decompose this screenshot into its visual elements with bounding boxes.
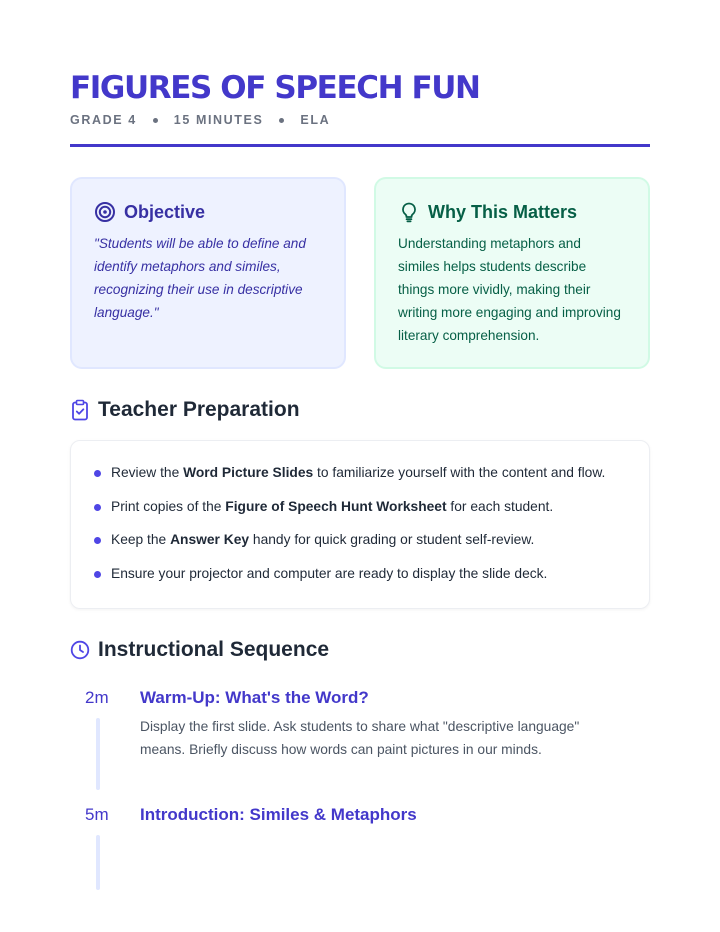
why-matters-header [398,201,626,223]
preparation-heading [70,398,300,422]
list-item: Keep the Answer Key handy for quick grading or student self-review. [93,530,629,550]
sequence-title: Instructional Sequence [98,638,330,661]
step-duration: 5m [85,805,109,824]
why-matters-title: Why This Matters [428,201,578,222]
why-matters-text: Understanding metaphors and similes helps students describe things more vividly, making their writing more engaging and improving literary comprehension. [398,236,621,343]
lightbulb-icon [398,201,420,223]
meta-subject: ELA [300,113,331,127]
bullet [94,571,101,578]
bullet [94,470,101,477]
target-icon [94,201,116,223]
step-title: Introduction: Similes & Metaphors [140,805,417,824]
step-title: Warm-Up: What's the Word? [140,688,369,707]
preparation-card [70,440,650,609]
why-matters-card [374,177,650,369]
objective-card [70,177,346,369]
objective-title: Objective [124,201,206,222]
step-duration: 2m [85,688,109,707]
list-item: Review the Word Picture Slides to familiarize yourself with the content and flow. [93,463,629,483]
objective-header [94,201,322,223]
timeline-connector [96,835,100,890]
bullet [94,504,101,511]
header-divider [70,144,650,147]
preparation-title: Teacher Preparation [98,398,300,421]
page-title: FIGURES OF SPEECH FUN [70,70,480,106]
meta-grade: GRADE 4 [70,113,137,127]
preparation-list [93,463,629,584]
meta-separator [279,118,284,123]
clock-icon [70,639,90,661]
list-item: Print copies of the Figure of Speech Hunt Worksheet for each student. [93,497,629,517]
timeline-connector [96,718,100,790]
list-item: Ensure your projector and computer are ready to display the slide deck. [93,564,629,584]
step-description: Display the first slide. Ask students to share what "descriptive language" means. Briefly discuss how words can paint pictures in our minds. [140,719,580,757]
meta-separator [153,118,158,123]
clipboard-check-icon [70,399,90,421]
meta-duration: 15 MINUTES [173,113,264,127]
lesson-meta [70,113,330,127]
objective-text: "Students will be able to define and identify metaphors and similes, recognizing their use in descriptive language." [94,236,306,320]
bullet [94,537,101,544]
sequence-heading [70,638,329,662]
